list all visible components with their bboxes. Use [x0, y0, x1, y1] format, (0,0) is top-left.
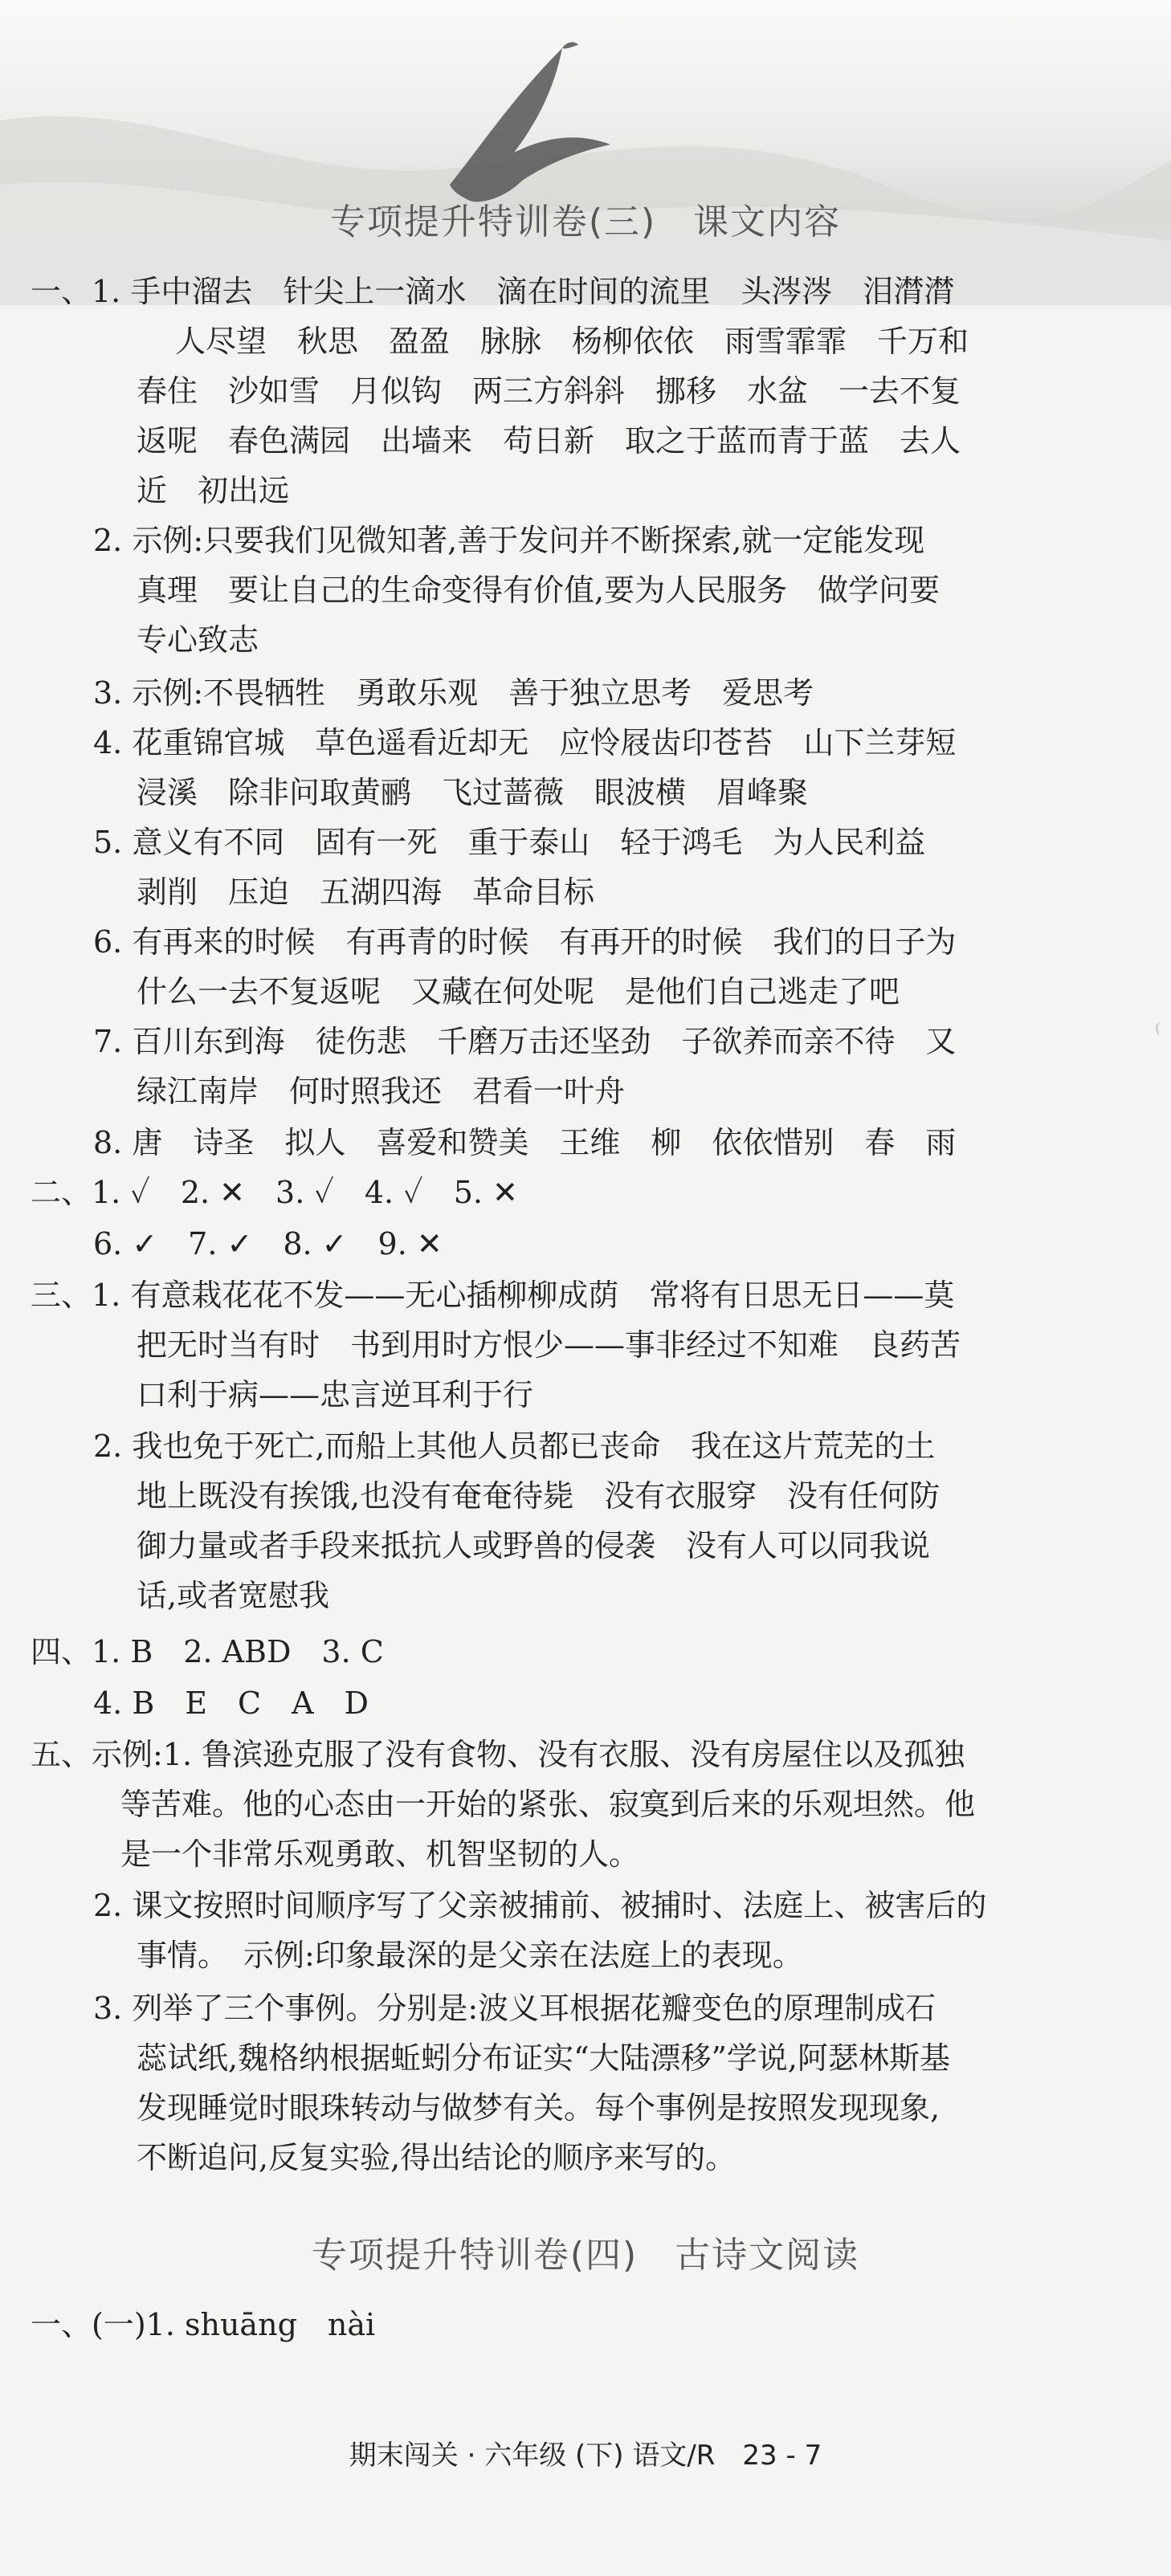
answer-line: 四、1. B 2. ABD 3. C — [31, 1634, 384, 1669]
answer-line: 5. 意义有不同 固有一死 重于泰山 轻于鸿毛 为人民利益 — [93, 825, 926, 860]
answer-line: 真理 要让自己的生命变得有价值,要为人民服务 做学问要 — [137, 573, 940, 608]
scan-mark: ( — [1155, 1020, 1161, 1037]
answer-line: 7. 百川东到海 徒伤悲 千磨万击还坚劲 子欲养而亲不待 又 — [93, 1024, 957, 1059]
answer-line: 3. 列举了三个事例。分别是:波义耳根据花瓣变色的原理制成石 — [93, 1991, 936, 2026]
answer-line: 一、(一)1. shuāng nài — [31, 2307, 376, 2342]
section-title-4: 专项提升特训卷(四) 古诗文阅读 — [311, 2235, 860, 2276]
answer-line: 等苦难。他的心态由一开始的紧张、寂寞到后来的乐观坦然。他 — [120, 1787, 976, 1822]
answer-line: 2. 我也免于死亡,而船上其他人员都已丧命 我在这片荒芜的土 — [93, 1429, 936, 1464]
answer-line: 是一个非常乐观勇敢、机智坚韧的人。 — [120, 1836, 640, 1872]
answer-line: 近 初出远 — [137, 473, 290, 508]
answer-line: 口利于病——忠言逆耳利于行 — [137, 1377, 534, 1412]
answer-line: 发现睡觉时眼珠转动与做梦有关。每个事例是按照发现现象, — [137, 2090, 940, 2126]
answer-line: 4. 花重锦官城 草色遥看近却无 应怜屐齿印苍苔 山下兰芽短 — [93, 725, 957, 760]
answer-line: 6. ✓ 7. ✓ 8. ✓ 9. ✕ — [93, 1226, 443, 1262]
answer-line: 4. B E C A D — [93, 1685, 369, 1721]
page-footer: 期末闯关 · 六年级 (下) 语文/R 23 - 7 — [349, 2439, 822, 2472]
answer-line: 8. 唐 诗圣 拟人 喜爱和赞美 王维 柳 依依惜别 春 雨 — [93, 1125, 957, 1160]
answer-line: 什么一去不复返呢 又藏在何处呢 是他们自己逃走了吧 — [137, 974, 900, 1009]
answer-line: 返呢 春色满园 出墙来 苟日新 取之于蓝而青于蓝 去人 — [137, 423, 961, 459]
answer-line: 人尽望 秋思 盈盈 脉脉 杨柳依依 雨雪霏霏 千万和 — [175, 324, 969, 359]
answer-line: 话,或者宽慰我 — [137, 1578, 330, 1613]
answer-line: 绿江南岸 何时照我还 君看一叶舟 — [137, 1074, 626, 1109]
section-title-3: 专项提升特训卷(三) 课文内容 — [329, 202, 842, 243]
answer-line: 不断追问,反复实验,得出结论的顺序来写的。 — [137, 2140, 736, 2175]
answer-line: 御力量或者手段来抵抗人或野兽的侵袭 没有人可以同我说 — [137, 1528, 931, 1563]
answer-line: 二、1. ✓ 2. ✕ 3. ✓ 4. ✓ 5. ✕ — [31, 1175, 518, 1210]
answer-line: 剥削 压迫 五湖四海 革命目标 — [137, 874, 595, 910]
answer-line: 6. 有再来的时候 有再青的时候 有再开的时候 我们的日子为 — [93, 924, 957, 960]
answer-line: 把无时当有时 书到用时方恨少——事非经过不知难 良药苦 — [137, 1327, 961, 1363]
answer-line: 三、1. 有意栽花花不发——无心插柳柳成荫 常将有日思无日——莫 — [31, 1278, 955, 1313]
answer-line: 专心致志 — [137, 622, 259, 658]
answer-line: 五、示例:1. 鲁滨逊克服了没有食物、没有衣服、没有房屋住以及孤独 — [31, 1737, 965, 1772]
answer-line: 一、1. 手中溜去 针尖上一滴水 滴在时间的流里 头涔涔 泪潸潸 — [31, 274, 955, 309]
answer-line: 2. 示例:只要我们见微知著,善于发问并不断探索,就一定能发现 — [93, 523, 925, 558]
answer-line: 2. 课文按照时间顺序写了父亲被捕前、被捕时、法庭上、被害后的 — [93, 1888, 987, 1923]
answer-line: 春住 沙如雪 月似钩 两三方斜斜 挪移 水盆 一去不复 — [137, 373, 961, 409]
answer-line: 3. 示例:不畏牺牲 勇敢乐观 善于独立思考 爱思考 — [93, 675, 814, 711]
answer-line: 蕊试纸,魏格纳根据蚯蚓分布证实“大陆漂移”学说,阿瑟林斯基 — [137, 2040, 951, 2076]
answer-line: 地上既没有挨饿,也没有奄奄待毙 没有衣服穿 没有任何防 — [137, 1478, 940, 1514]
answer-line: 浸溪 除非问取黄鹂 飞过蔷薇 眼波横 眉峰聚 — [137, 775, 809, 810]
answer-line: 事情。 示例:印象最深的是父亲在法庭上的表现。 — [137, 1938, 803, 1973]
